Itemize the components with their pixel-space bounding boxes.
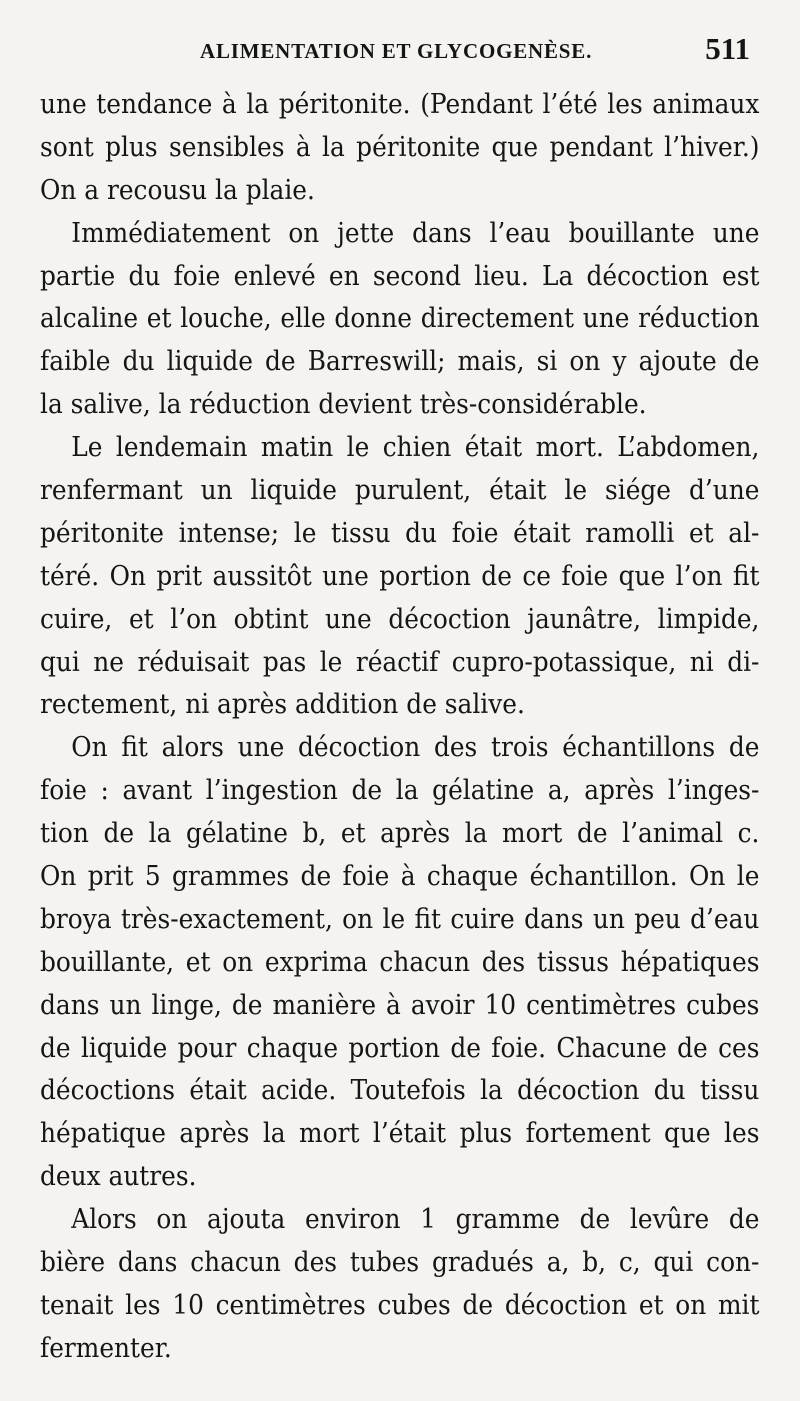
text-line-29: tenait les 10 centimètres cubes de décoction et on mit [40, 1289, 760, 1321]
text-line-7: faible du liquide de Barreswill; mais, si on y ajoute de [40, 346, 760, 378]
text-line-20: broya très-exactement, on le fit cuire dans un peu d’eau [40, 903, 760, 935]
text-line-13: cuire, et l’on obtint une décoction jaunâtre, limpide, [40, 603, 760, 635]
text-line-16: On fit alors une décoction des trois échantillons de [71, 732, 760, 764]
text-line-30: fermenter. [40, 1332, 172, 1364]
text-line-18: tion de la gélatine b, et après la mort de l’animal c. [40, 818, 760, 850]
text-line-24: décoctions était acide. Toutefois la décoction du tissu [40, 1075, 760, 1107]
text-line-3: On a recousu la plaie. [40, 174, 315, 206]
text-line-6: alcaline et louche, elle donne directement une réduction [40, 303, 760, 335]
running-title: ALIMENTATION ET GLYCOGENÈSE. [200, 39, 593, 63]
text-line-27: Alors on ajouta environ 1 gramme de levûre de [71, 1204, 760, 1236]
page-number: 511 [705, 31, 750, 66]
text-line-23: de liquide pour chaque portion de foie. Chacune de ces [40, 1032, 760, 1064]
text-line-26: deux autres. [40, 1161, 197, 1193]
text-line-12: téré. On prit aussitôt une portion de ce foie que l’on fit [40, 560, 760, 592]
page-header [40, 31, 750, 70]
text-line-11: péritonite intense; le tissu du foie était ramolli et al- [40, 517, 760, 549]
text-line-21: bouillante, et on exprima chacun des tissus hépatiques [40, 946, 760, 978]
text-line-14: qui ne réduisait pas le réactif cupro-potassique, ni di- [40, 646, 760, 678]
text-line-22: dans un linge, de manière à avoir 10 centimètres cubes [40, 989, 760, 1021]
text-line-1: une tendance à la péritonite. (Pendant l’été les animaux [40, 89, 760, 120]
body-text [40, 84, 760, 1371]
text-line-19: On prit 5 grammes de foie à chaque échantillon. On le [40, 861, 760, 893]
text-line-4: Immédiatement on jette dans l’eau bouillante une [71, 217, 760, 249]
text-line-28: bière dans chacun des tubes gradués a, b, c, qui con- [40, 1247, 760, 1279]
text-line-25: hépatique après la mort l’était plus fortement que les [40, 1118, 760, 1150]
text-line-2: sont plus sensibles à la péritonite que pendant l’hiver.) [40, 131, 760, 163]
text-line-8: la salive, la réduction devient très-considérable. [40, 389, 647, 421]
text-line-10: renfermant un liquide purulent, était le siége d’une [40, 475, 760, 507]
text-line-5: partie du foie enlevé en second lieu. La décoction est [40, 260, 760, 292]
text-line-15: rectement, ni après addition de salive. [40, 689, 525, 721]
text-line-9: Le lendemain matin le chien était mort. L’abdomen, [71, 432, 760, 464]
text-line-17: foie : avant l’ingestion de la gélatine a, après l’inges- [40, 775, 760, 807]
